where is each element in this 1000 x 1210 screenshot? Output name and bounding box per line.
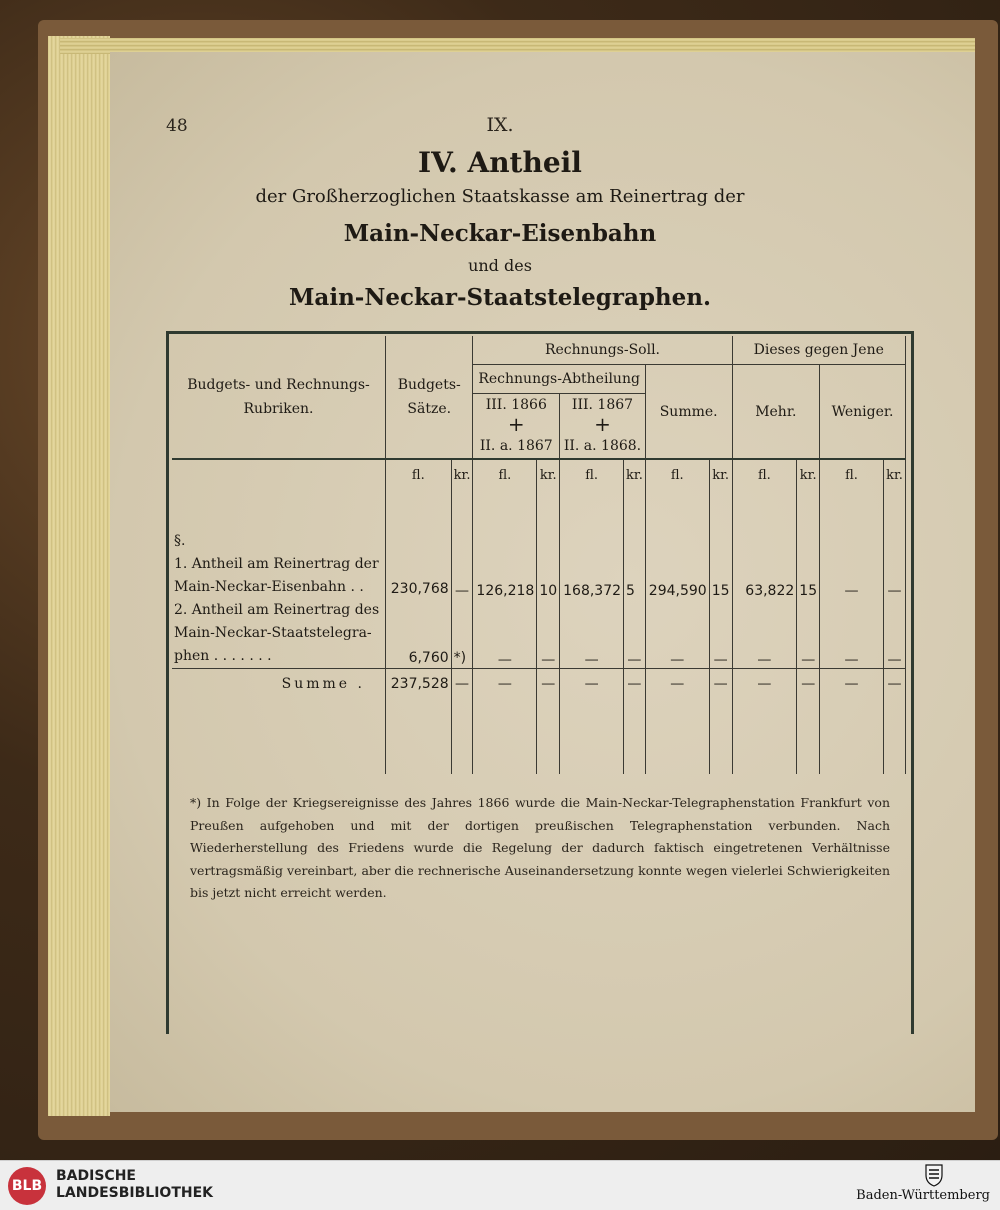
header-col1-a: III. 1866 (485, 397, 547, 413)
row-label (172, 599, 385, 669)
viewer-footer (0, 1160, 1000, 1210)
cell-c1-kr: 10 (537, 490, 560, 599)
total-mehr-kr: — (797, 669, 820, 700)
title-line-2: der Großherzoglichen Staatskasse am Reinertrag der (255, 186, 745, 207)
row2-label-1: 2. Antheil am Reinertrag des (174, 602, 380, 618)
header-mehr: Mehr. (732, 365, 820, 460)
unit-cell: fl. (820, 459, 884, 490)
total-mehr-fl: — (732, 669, 797, 700)
cell-c1-kr: — (537, 599, 560, 669)
cell-weniger-kr: — (883, 490, 905, 599)
row2-label-3: phen . . . . . . . (174, 648, 272, 664)
library-name-line2: LANDESBIBLIOTHEK (56, 1185, 214, 1201)
chapter-heading: IX. (486, 114, 514, 136)
cell-c2-kr: — (624, 599, 646, 669)
total-row (172, 669, 906, 700)
header-rubriken-2: Rubriken. (243, 401, 314, 417)
state-name[interactable]: Baden-Württemberg (856, 1188, 990, 1203)
table-row (172, 599, 906, 669)
unit-cell: kr. (537, 459, 560, 490)
header-col2-plus: + (594, 412, 611, 436)
cell-budget-fl: 230,768 (385, 490, 451, 599)
table-row (172, 490, 906, 599)
library-name-line1: BADISCHE (56, 1168, 136, 1184)
unit-cell: kr. (451, 459, 473, 490)
total-sum-kr: — (709, 669, 732, 700)
total-c2-fl: — (560, 669, 624, 700)
total-sum-fl: — (645, 669, 709, 700)
cell-c1-fl: 126,218 (473, 490, 537, 599)
header-rubriken (172, 336, 385, 459)
cell-sum-fl: 294,590 (645, 490, 709, 599)
cell-mehr-kr: 15 (797, 490, 820, 599)
title-line-5: Main-Neckar-Staatstelegraphen. (288, 284, 712, 311)
row-label (172, 490, 385, 599)
row1-label-1: 1. Antheil am Reinertrag der (174, 556, 379, 572)
cell-mehr-kr: — (797, 599, 820, 669)
header-budgets-1: Budgets- (397, 377, 461, 393)
header-col2-b: II. a. 1868. (563, 438, 642, 454)
header-col2-a: III. 1867 (571, 397, 634, 413)
header-col2 (560, 394, 646, 460)
filler-row (172, 699, 906, 774)
total-weniger-kr: — (883, 669, 905, 700)
unit-row (172, 459, 906, 490)
unit-cell: fl. (473, 459, 537, 490)
unit-blank (172, 459, 385, 490)
header-col1-b: II. a. 1867 (479, 438, 553, 454)
cell-weniger-fl: — (820, 490, 884, 599)
header-col1-plus: + (507, 412, 525, 436)
unit-cell: fl. (645, 459, 709, 490)
total-weniger-fl: — (820, 669, 884, 700)
crest-icon (924, 1163, 944, 1187)
cell-sum-kr: 15 (709, 490, 732, 599)
unit-cell: fl. (385, 459, 451, 490)
header-budgets-2: Sätze. (407, 401, 452, 417)
header-budgets (385, 336, 472, 459)
total-c2-kr: — (624, 669, 646, 700)
cell-weniger-fl: — (820, 599, 884, 669)
budget-table (172, 336, 906, 774)
header-weniger: Weniger. (820, 365, 906, 460)
cell-c2-fl: 168,372 (560, 490, 624, 599)
row1-label-2: Main-Neckar-Eisenbahn . . (174, 579, 364, 595)
header-dieses-gegen-jene: Dieses gegen Jene (732, 336, 905, 365)
header-rechnungs-abtheilung: Rechnungs-Abtheilung (473, 365, 645, 394)
header-summe: Summe. (645, 365, 732, 460)
footnote: *) In Folge der Kriegsereignisse des Jahres 1866 wurde die Main-Neckar-Telegraphenstation Frankfurt von Preußen aufgehoben und mit der dortigen preußischen Telegraphenstation verbunden. Nach Wiederherstellung des Friedens wurde die Regelung der dadurch faktisch eingetretenen Verhältnisse vertragsmäßig vereinbart, aber die rechnerische Auseinandersetzung konnte wegen vielerlei Schwierigkeiten bis jetzt nicht erreicht werden. (190, 795, 890, 900)
cell-mehr-fl: 63,822 (732, 490, 797, 599)
cell-c1-fl: — (473, 599, 537, 669)
title-line-4: und des (468, 256, 532, 275)
total-budget-kr: — (451, 669, 473, 700)
library-name[interactable] (56, 1168, 213, 1202)
row2-label-2: Main-Neckar-Staatstelegra- (174, 625, 372, 641)
cell-c2-fl: — (560, 599, 624, 669)
unit-cell: fl. (560, 459, 624, 490)
header-rechnungs-soll: Rechnungs-Soll. (473, 336, 732, 365)
cell-budget-kr: — (451, 490, 473, 599)
page-number: 48 (166, 116, 188, 136)
section-mark: §. (174, 533, 186, 549)
header-col1 (473, 394, 560, 460)
total-c1-kr: — (537, 669, 560, 700)
cell-mehr-fl: — (732, 599, 797, 669)
cell-sum-fl: — (645, 599, 709, 669)
total-label: Summe . (172, 669, 385, 700)
total-c1-fl: — (473, 669, 537, 700)
unit-cell: fl. (732, 459, 797, 490)
title-line-3: Main-Neckar-Eisenbahn (343, 220, 657, 247)
unit-cell: kr. (709, 459, 732, 490)
blb-logo[interactable]: BLB (8, 1167, 46, 1205)
unit-cell: kr. (883, 459, 905, 490)
section-title: IV. Antheil (418, 146, 582, 179)
cell-c2-kr: 5 (624, 490, 646, 599)
total-budget-fl: 237,528 (385, 669, 451, 700)
header-rubriken-1: Budgets- und Rechnungs- (187, 377, 370, 393)
unit-cell: kr. (624, 459, 646, 490)
cell-weniger-kr: — (883, 599, 905, 669)
cell-sum-kr: — (709, 599, 732, 669)
cell-budget-kr: *) (451, 599, 473, 669)
unit-cell: kr. (797, 459, 820, 490)
cell-budget-fl: 6,760 (385, 599, 451, 669)
